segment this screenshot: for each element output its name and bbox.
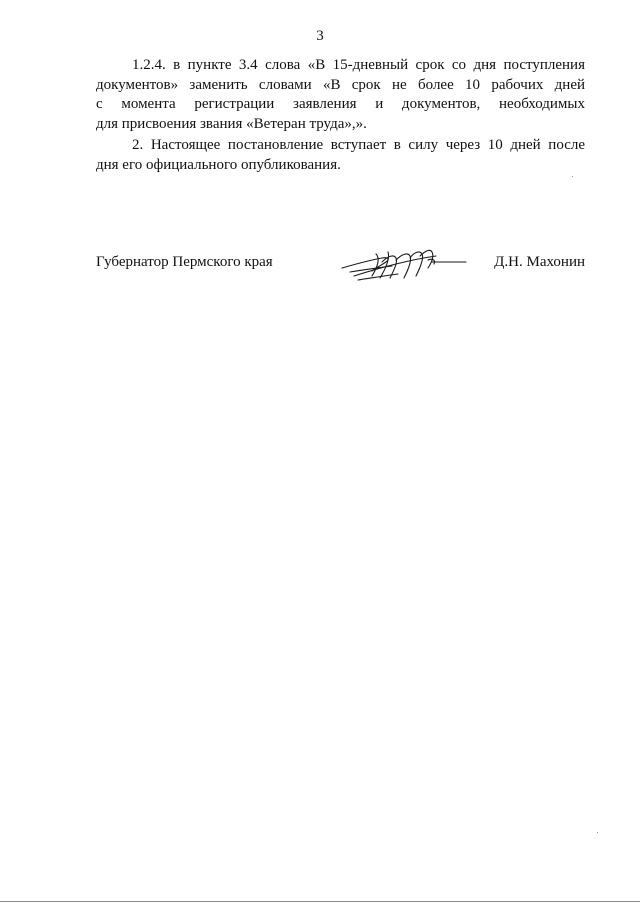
paragraph-1-line-3: с момента регистрации заявления и документов, необходимых — [96, 96, 585, 112]
paragraph-1-line-4: для присвоения звания «Ветеран труда»,». — [96, 115, 367, 132]
paragraph-1-line-2: документов» заменить словами «В срок не более 10 рабочих дней — [96, 76, 585, 93]
handwritten-signature — [336, 242, 468, 286]
paragraph-2-line-2: дня его официального опубликования. — [96, 156, 341, 173]
signatory-name: Д.Н. Махонин — [494, 254, 585, 270]
paragraph-1-line-1: 1.2.4. в пункте 3.4 слова «В 15-дневный срок со дня поступления — [132, 57, 585, 73]
scan-edge-line — [0, 901, 640, 902]
paragraph-2 — [96, 136, 585, 175]
signature-block — [96, 254, 585, 284]
scan-speck — [597, 832, 598, 833]
paragraph-2-line-1: 2. Настоящее постановление вступает в силу через 10 дней после — [132, 137, 585, 153]
page-number: 3 — [316, 28, 324, 44]
scan-speck — [572, 176, 573, 177]
paragraph-1 — [96, 56, 585, 134]
signatory-title: Губернатор Пермского края — [96, 254, 273, 270]
